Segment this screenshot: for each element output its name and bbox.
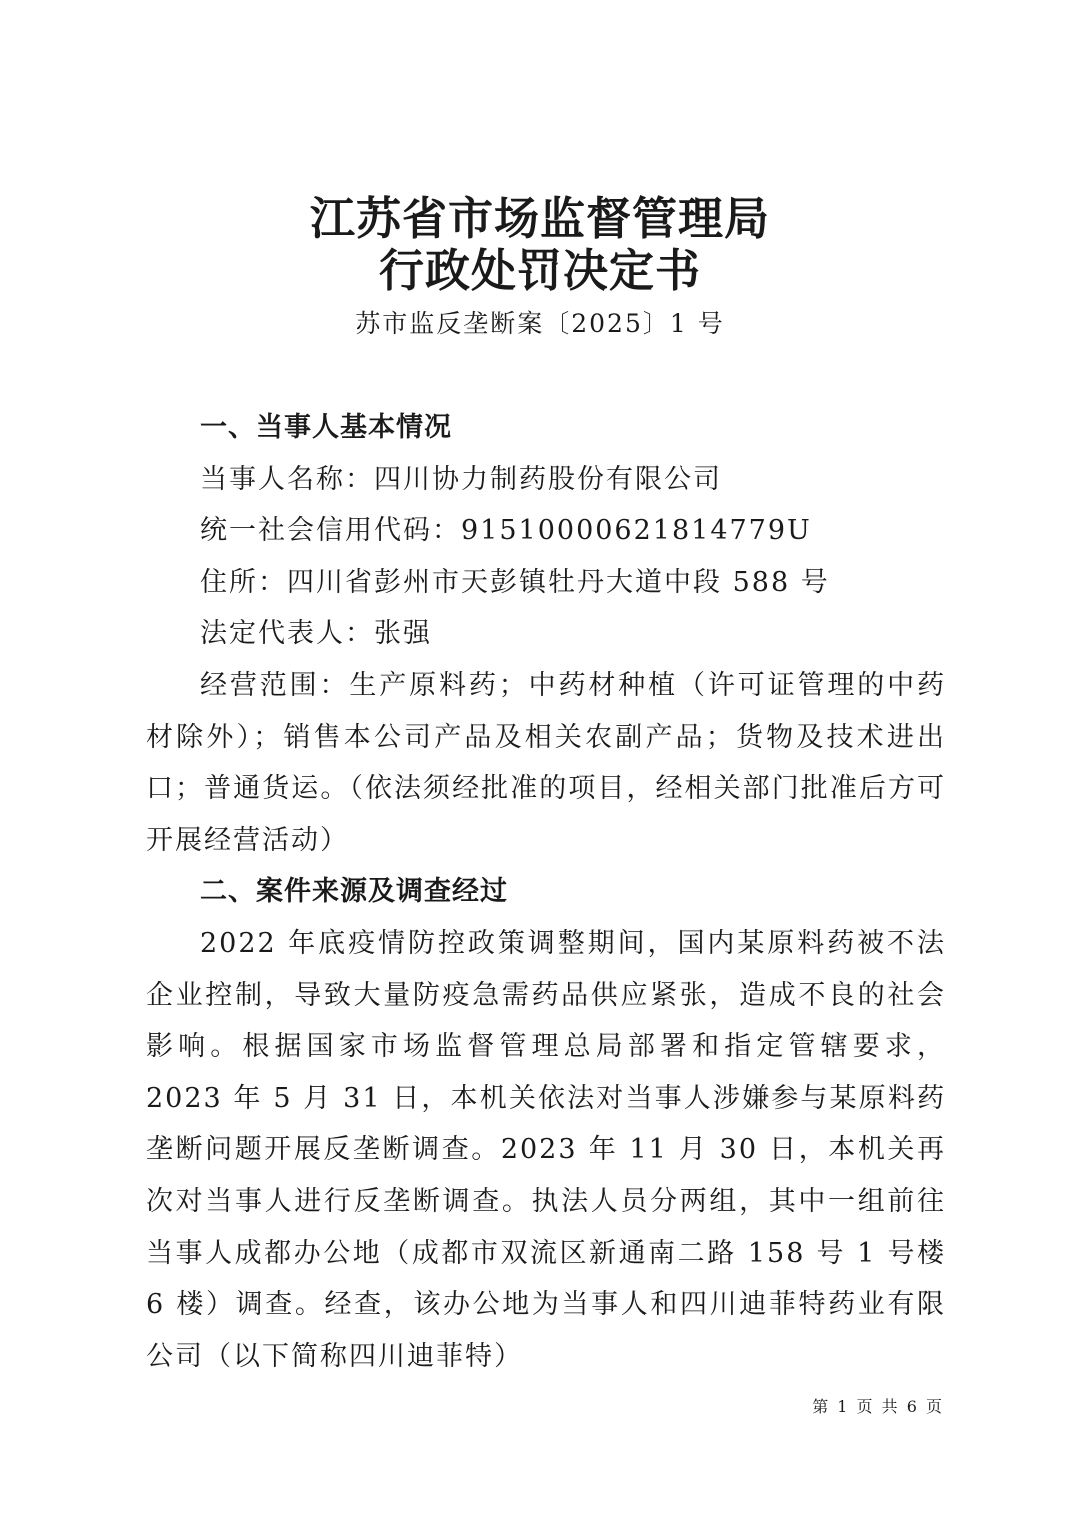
legal-representative: 法定代表人：张强 [200, 618, 432, 650]
case-source-paragraph: 2022 年底疫情防控政策调整期间，国内某原料药被不法企业控制，导致大量防疫急需药品供应紧张，造成不良的社会影响。根据国家市场监督管理总局部署和指定管辖要求，2023 年 5 月 31 日，本机关依法对当事人涉嫌参与某原料药垄断问题开展反垄断调查。2023 年 11 月 30 日，本机关再次对当事人进行反垄断调查。执法人员分两组，其中一组前往当事人成都办公地（成都市双流区新通南二路 158 号 1 号楼 6 楼）调查。经查，该办公地为当事人和四川迪菲特药业有限公司（以下简称四川迪菲特） [146, 927, 946, 1372]
document-title-line1: 江苏省市场监督管理局 [309, 192, 770, 245]
party-address: 住所：四川省彭州市天彭镇牡丹大道中段 588 号 [200, 566, 830, 598]
document-number: 苏市监反垄断案〔2025〕1 号 [355, 309, 725, 338]
page-indicator: 第 1 页 共 6 页 [812, 1397, 944, 1416]
business-scope: 经营范围：生产原料药；中药材种植（许可证管理的中药材除外）；销售本公司产品及相关农副产品；货物及技术进出口；普通货运。（依法须经批准的项目，经相关部门批准后方可开展经营活动） [146, 669, 946, 856]
section-heading-case-source: 二、案件来源及调查经过 [200, 876, 508, 908]
section-heading-party-info: 一、当事人基本情况 [200, 412, 452, 443]
party-name: 当事人名称：四川协力制药股份有限公司 [200, 463, 722, 495]
credit-code: 统一社会信用代码：91510000621814779U [200, 515, 812, 547]
document-title-line2: 行政处罚决定书 [378, 244, 701, 297]
document-body [146, 402, 946, 1382]
